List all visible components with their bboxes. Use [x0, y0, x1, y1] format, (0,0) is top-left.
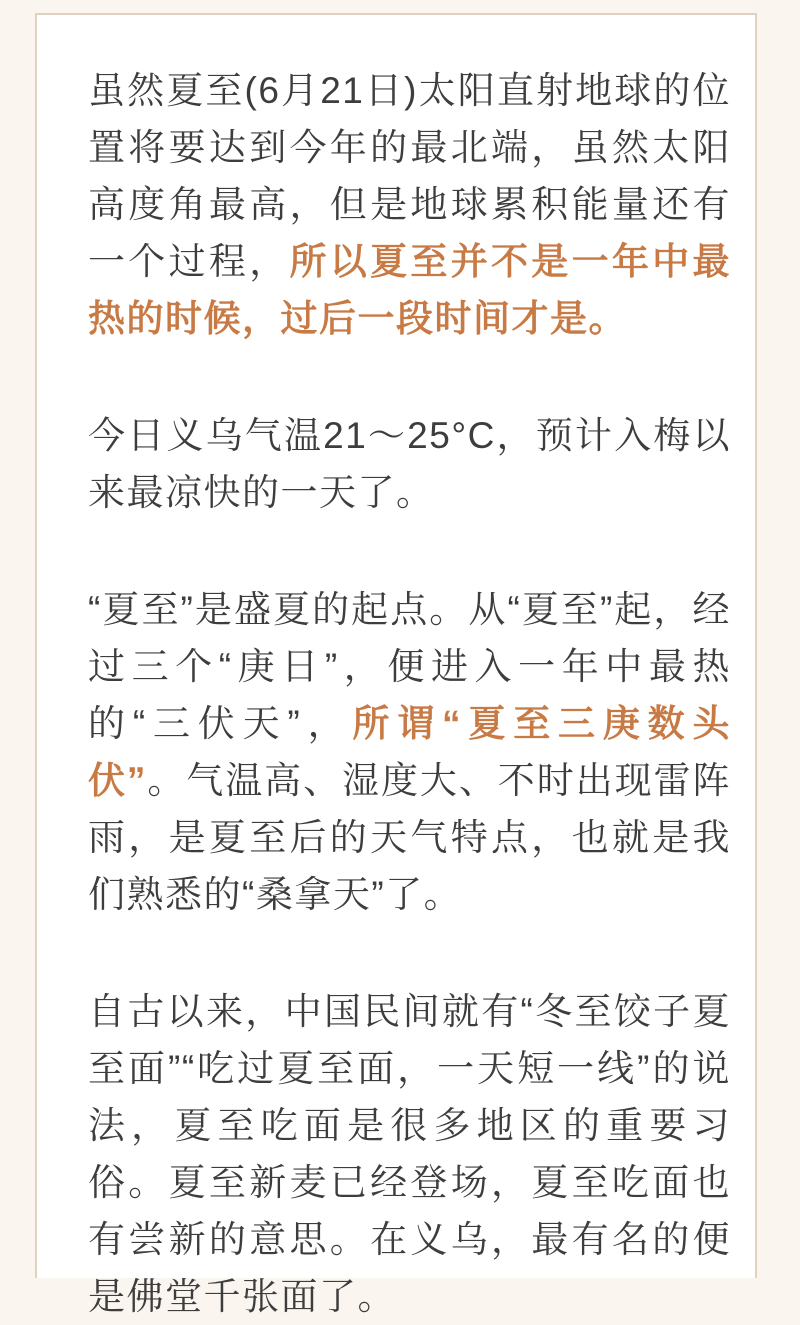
text-segment: “夏至”是盛夏的起点。从“夏至”起，经过三个“庚日”，便进入一年中最热的“三伏天”，	[88, 589, 731, 744]
text-segment: 自古以来，中国民间就有“冬至饺子夏至面”“吃过夏至面，一天短一线”的说法，夏至吃面是很多地区的重要习俗。夏至新麦已经登场，夏至吃面也有尝新的意思。在义乌，最有名的便是佛堂千张面了。	[88, 991, 731, 1317]
article-body	[37, 15, 755, 1325]
paragraph	[88, 407, 731, 521]
highlighted-text: 所以夏至并不是一年中最热的时候，过后一段时间才是。	[88, 241, 731, 339]
text-segment: 虽然夏至(6月21日)太阳直射地球的位置将要达到今年的最北端，虽然太阳高度角最高，但是地球累积能量还有一个过程，	[88, 70, 731, 282]
text-segment: 今日义乌气温21～25°C，预计入梅以来最凉快的一天了。	[88, 415, 731, 513]
highlighted-text: 所谓“夏至三庚数头伏”	[88, 703, 731, 801]
paragraph	[88, 983, 731, 1325]
article-card	[35, 13, 757, 1317]
paragraph	[88, 581, 731, 923]
paragraph	[88, 62, 731, 347]
text-segment: 。气温高、湿度大、不时出现雷阵雨，是夏至后的天气特点，也就是我们熟悉的“桑拿天”了。	[88, 760, 731, 915]
